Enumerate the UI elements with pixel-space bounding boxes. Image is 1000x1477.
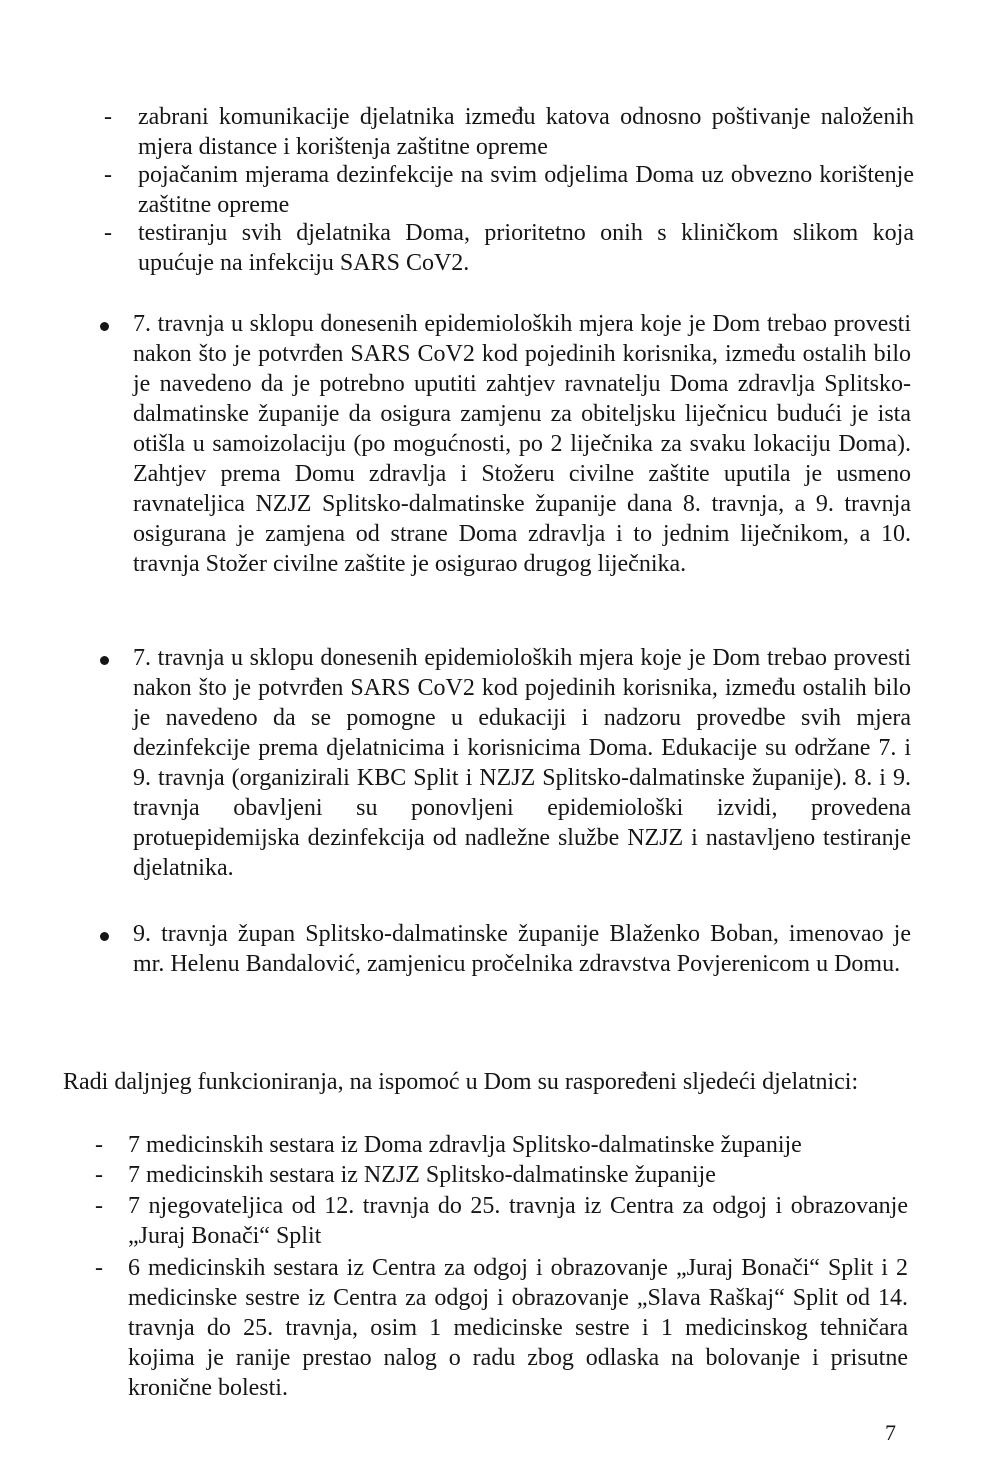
bullet-paragraph: 7. travnja u sklopu donesenih epidemioloških mjera koje je Dom trebao provesti nakon što je potvrđen SARS CoV2 kod pojedinih korisnika, između ostalih bilo je navedeno da se pomogne u edukaciji i nadzoru provedbe svih mjera dezinfekcije prema djelatnicima i korisnicima Doma. Edukacije su održane 7. i 9. travnja (organizirali KBC Split i NZJZ Splitsko-dalmatinske županije). 8. i 9. travnja obavljeni su ponovljeni epidemiološki izvidi, provedena protuepidemijska dezinfekcija od nadležne službe NZJZ i nastavljeno testiranje djelatnika. [133, 645, 911, 881]
intro-paragraph: Radi daljnjeg funkcioniranja, na ispomoć u Dom su raspoređeni sljedeći djelatnici: [63, 1069, 859, 1095]
page-number: 7 [885, 1420, 896, 1445]
bullet-icon [100, 322, 109, 331]
list-item: zabrani komunikacije djelatnika između katova odnosno poštivanje naloženih mjera distance i korištenja zaštitne opreme [138, 104, 914, 160]
dash-marker: - [95, 1255, 103, 1281]
bullet-icon [100, 932, 109, 941]
list-item: 7 medicinskih sestara iz Doma zdravlja Splitsko-dalmatinske županije [128, 1132, 802, 1158]
bullet-paragraph: 7. travnja u sklopu donesenih epidemioloških mjera koje je Dom trebao provesti nakon što je potvrđen SARS CoV2 kod pojedinih korisnika, između ostalih bilo je navedeno da je potrebno uputiti zahtjev ravnatelju Doma zdravlja Splitsko-dalmatinske županije da osigura zamjenu za obiteljsku liječnicu budući je ista otišla u samoizolaciju (po mogućnosti, po 2 liječnika za svaku lokaciju Doma). Zahtjev prema Domu zdravlja i Stožeru civilne zaštite uputila je usmeno ravnateljica NZJZ Splitsko-dalmatinske županije dana 8. travnja, a 9. travnja osigurana je zamjena od strane Doma zdravlja i to jednim liječnikom, a 10. travnja Stožer civilne zaštite je osigurao drugog liječnika. [133, 311, 911, 577]
dash-marker: - [104, 104, 112, 130]
bullet-paragraph: 9. travnja župan Splitsko-dalmatinske županije Blaženko Boban, imenovao je mr. Helenu Bandalović, zamjenicu pročelnika zdravstva Povjerenicom u Domu. [133, 921, 911, 977]
dash-marker: - [95, 1162, 103, 1188]
list-item: 7 medicinskih sestara iz NZJZ Splitsko-dalmatinske županije [128, 1162, 716, 1188]
list-item: 7 njegovateljica od 12. travnja do 25. travnja iz Centra za odgoj i obrazovanje „Juraj Bonači“ Split [128, 1193, 908, 1249]
list-item: pojačanim mjerama dezinfekcije na svim odjelima Doma uz obvezno korištenje zaštitne opreme [138, 162, 914, 218]
list-item: testiranju svih djelatnika Doma, prioritetno onih s kliničkom slikom koja upućuje na infekciju SARS CoV2. [138, 220, 914, 276]
dash-marker: - [104, 220, 112, 246]
bullet-icon [100, 656, 109, 665]
dash-marker: - [95, 1193, 103, 1219]
dash-marker: - [95, 1132, 103, 1158]
list-item: 6 medicinskih sestara iz Centra za odgoj i obrazovanje „Juraj Bonači“ Split i 2 medicinske sestre iz Centra za odgoj i obrazovanje „Slava Raškaj“ Split od 14. travnja do 25. travnja, osim 1 medicinske sestre i 1 medicinskog tehničara kojima je ranije prestao nalog o radu zbog odlaska na bolovanje i prisutne kronične bolesti. [128, 1255, 908, 1401]
dash-marker: - [104, 162, 112, 188]
